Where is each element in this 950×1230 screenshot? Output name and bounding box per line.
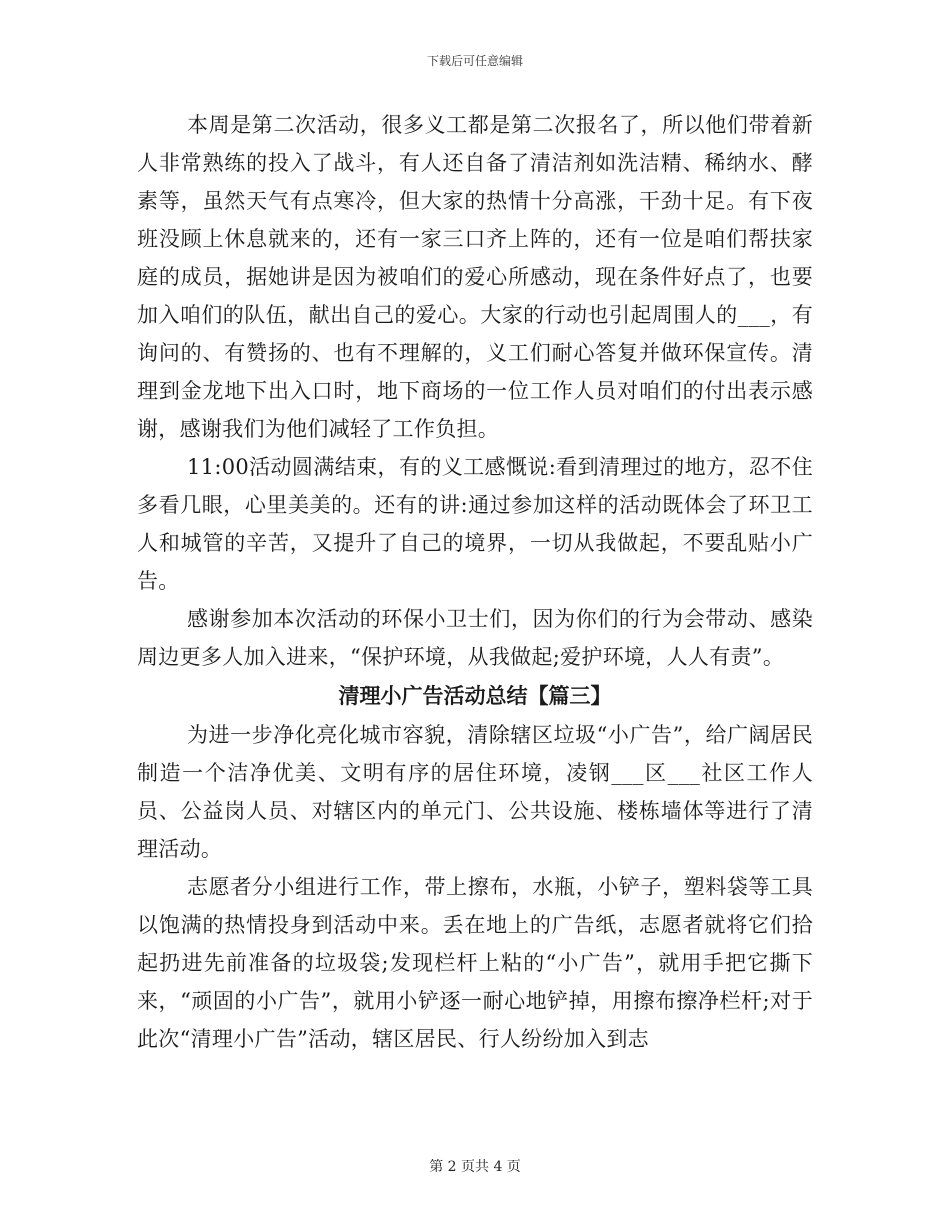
body-paragraph: 志愿者分小组进行工作，带上擦布，水瓶，小铲子，塑料袋等工具以饱满的热情投身到活动中来。丢在地上的广告纸，志愿者就将它们拾起扔进先前准备的垃圾袋;发现栏杆上粘的“小广告”，就用手把它撕下来，“顽固的小广告”，就用小铲逐一耐心地铲掉，用擦布擦净栏杆;对于此次“清理小广告”活动，辖区居民、行人纷纷加入到志 [137, 875, 813, 1051]
body-paragraph: 本周是第二次活动，很多义工都是第二次报名了，所以他们带着新人非常熟练的投入了战斗，有人还自备了清洁剂如洗洁精、稀纳水、酵素等，虽然天气有点寒冷，但大家的热情十分高涨，干劲十足。有下夜班没顾上休息就来的，还有一家三口齐上阵的，还有一位是咱们帮扶家庭的成员，据她讲是因为被咱们的爱心所感动，现在条件好点了，也要加入咱们的队伍，献出自己的爱心。大家的行动也引起周围人的___，有询问的、有赞扬的、也有不理解的，义工们耐心答复并做环保宣传。清理到金龙地下出入口时，地下商场的一位工作人员对咱们的付出表示感谢，感谢我们为他们减轻了工作负担。 [137, 113, 813, 441]
page-number: 第 2 页共 4 页 [429, 1159, 521, 1175]
body-paragraph: 感谢参加本次活动的环保小卫士们，因为你们的行为会带动、感染周边更多人加入进来，“保护环境，从我做起;爱护环境，人人有责”。 [137, 607, 813, 669]
body-paragraph: 11:00活动圆满结束，有的义工感慨说:看到清理过的地方，忍不住多看几眼，心里美美的。还有的讲:通过参加这样的活动既体会了环卫工人和城管的辛苦，又提升了自己的境界，一切从我做起，不要乱贴小广告。 [137, 455, 813, 593]
section-title: 清理小广告活动总结【篇三】 [338, 683, 612, 708]
body-paragraph: 为进一步净化亮化城市容貌，清除辖区垃圾“小广告”，给广阔居民制造一个洁净优美、文明有序的居住环境，凌钢___区___社区工作人员、公益岗人员、对辖区内的单元门、公共设施、楼栋墙体等进行了清理活动。 [137, 723, 813, 861]
page-header: 下载后可任意编辑 [426, 54, 523, 68]
document-body [137, 106, 813, 1058]
